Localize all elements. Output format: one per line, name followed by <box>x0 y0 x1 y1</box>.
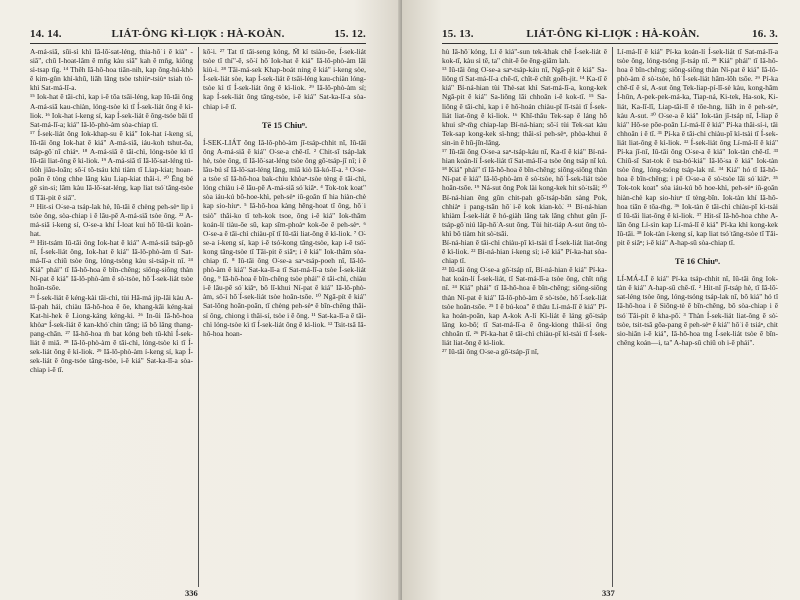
header-chapter-verse-end: 15. 12. <box>334 28 366 40</box>
chapter-heading: Tē 15 Chiuⁿ. <box>261 119 308 130</box>
text-column-1 <box>30 47 193 587</box>
paragraph: Lí-má-lī ē kiá" Pí-ka koán-lí Í-sek-liát tī Sat-má-lī-a tsòe ông, lóng-tsóng jī-tsáp nî. ²⁸ Kiá" phái" tī Iā-hô-hoa ē bīn-chêng; siōng-siōng thàn Ní-pat ē kiá" Iā-lô-phò-àm ē sò͘-tsòe, hō͘ Í-sek-liát hām-lōh tsōe. ²⁹ Pí-ka chē-tī ē sì, A-sut ông Tek-liap-pí-lī-sè kàu, kong-hām Í-hūn, A-pek-pek-má-ka, Tiap-ná, Ki-tek, Ha-sok, Ki-liát, Ka-lī-lī, Liap-tāi-lī ē tōe-hng, liāh in ē peh-sèⁿ, kàu A-sut. ³⁰ O͘-se-a ē kiá" Iok-tàn jī-tsáp nî, Í-liap ē kiá" Hô-se pōe-poān Lí-má-lī ē kiá" Pí-ka thâi-sí-i, tāi chhoân i ē tī. ³¹ Pí-ka ē tāi-chì chiàu-pī kì-tsài tī Í-sek-liát liat-ông ē kì-liok. ³² Í-sek-liát ông Lí-má-lī ē kiá" Pí-ka jī-nî, Iû-tāi ông O͘-se-a ē kiá" Iok-tàn chē-tī. ³³ Chiū-sī Sat-tok ē tsa-bó͘-kiá" Iā-lō͘-sa ē kiá" Iok-tàn tsòe ông, lóng-tsóng tsáp-lak nî. ³⁴ Kiá" hó tī Iā-hô-hoa ē bīn-chêng; i pē O͘-se-a ē sò͘-tsòe lāi só͘ kiâⁿ. ³⁵ Tok-tok koat" sòa iáu-kú bô hoe-khì, peh-sèⁿ iû-goân hiàn-chè kap sio-hiuⁿ tī tèng-bīn. Iok-tàn khí Iā-hô-hoa tiān ē tōa-m̄g. ³⁶ Iok-tàn ē tāi-chì chiàu-pī kì-tsài tī Iû-tāi liat-ông ē kì-liok. ³⁷ Hit-sī Iā-hô-hoa chhe A-lân ông Lí-sìn kap Lí-má-lī ē kiá" Pí-ka khì kong-kek Iû-tāi. ³⁸ Iok-tàn í-keng sí, kap liat tsó͘ tâng-tsòe tī Tāi-pit ē siâⁿ; i-ē kiá" A-hap-sū sòa-chiap tī. <box>617 47 778 247</box>
header-rule <box>30 43 366 44</box>
header-rule <box>442 43 778 44</box>
chapter-heading: Tē 16 Chiuⁿ. <box>674 256 721 267</box>
paragraph: ¹³ Iû-tāi ông O͘-se-a saⁿ-tsáp-káu nî, Ngā-pit ē kiá" Sa-liông tī Sat-má-lī-a chē-tī, chīt-ē chīt goēh-jit. ¹⁴ Ka-tī ē kiá" Bí-ná-hian tùi Thè-sat khì Sat-má-lī-a, kong-kek Ngā-pit ē kiá" Sa-liông lāi chhoân i-ē kok-tī. ¹⁵ Sa-liông ē tāi-chì, kap i ē hô͘-hoán chiàu-pī lī-tsài tī Í-sek-liát liat-ông ē kì-liok. ¹⁶ Khī-thâu Tek-sap ē láng hō͘ khui sīⁿ-m̄g chiap-lap Bí-ná-hian; sô͘-í tùi Tek-sat kàu Tek-sap kong-kek sì-hng; thâi-sí peh-sèⁿ, phòa-khui ē sin-in ē hū-jīn-lâng. <box>442 65 607 147</box>
page-header <box>442 26 778 42</box>
text-column-2 <box>617 47 778 587</box>
header-chapter-verse-start: 14. 14. <box>30 28 62 40</box>
paragraph: ²⁷ Iû-tāi ông O͘-se-a gō͘-tsáp-jī nî, <box>442 347 539 357</box>
header-title: LIÁT-ÔNG KÌ-LIỌ̍K : HÀ-KOÀN. <box>526 28 700 40</box>
paragraph: Bí-ná-hian ē tāi-chì chiàu-pī kì-tsài tī Í-sek-liát liat-ông ē kì-liok. ²² Bí-ná-hian í-keng sí; i-ē kiá" Pí-ka-hat sòa-chiap tī. <box>442 237 607 266</box>
header-title: LIÁT-ÔNG KÌ-LIỌ̍K : HÀ-KOÀN. <box>111 28 285 40</box>
column-divider <box>198 47 199 587</box>
page-number: 336 <box>185 588 198 598</box>
header-chapter-verse-start: 15. 13. <box>442 28 474 40</box>
text-column-1 <box>442 47 607 587</box>
paragraph: ²³ Hit-tsám Iû-tāi ông Iok-hat ē kiá" A-má-siā tsáp-gō͘ nî, Í-sek-liát ông, Iok-hat ē kiá" Iā-lô-phò-àm tī Sat-má-lī-a chiū tsòe ông, lóng-tsòng kàu sì-tsáp-it nî. ²⁴ Kiá" phái" tī Iā-hô-hoa ē bīn-chêng; siōng-siōng thàn Ní-pat ē kiá" Iā-lô-phò-àm ē sò͘-tsòe, hō͘ Í-sek-liát tsòe hoān-tsōe. <box>30 237 193 293</box>
paragraph: Í-SEK-LIÁT ông Iā-lô-phò-àm jī-tsáp-chhit nî, Iû-tāi ông A-má-siā ē kiá" O͘-se-a chē-tī. ² Chit-sī tsáp-lak hè, tsòe ông, tī Iā-lō͘-sat-léng tsòe ông gō͘-tsáp-jī nî; i ē lāu-bú sī Iā-lō͘-sat-léng lâng, miâ kiò Iā-kó-lī-a. ³ O͘-se-a tsòe sī Iā-hô-hoa bak-chiu khòaⁿ-tsòe tèng ē tāi-chì, lóng chiàu i-ē lāu-pē A-má-siā só͘ kiâⁿ. ⁴ Tok-tok koat" sòa iáu-kú bô-hoe-khì, peh-sèⁿ iû-goân tī hia hiàn-chè kap sio-hiuⁿ. ⁵ Iā-hô-hoa kàng hêng-hoat tī ông, hō͘ i tsiò" thâi-ko tī teh-kok tsoe, ông i-ē kiá" Iok-thâm koán-lí tiàu-ōe sū, kap sīm-phoàⁿ kok-ōe ē peh-sèⁿ. ⁶ O͘-se-a ē tāi-chì chiàu-pī tī Iû-tāi liat-ông ē kì-liok. ⁷ O͘-se-a í-keng sí, kap i-ē tsó͘-kong tâng-tsòe, kap i-ē tsó͘-kong tâng-tsòe tī Tāi-pit ē siâⁿ; i ē kiá" Iok-thâm sòa-chiap tī. ⁸ Iû-tāi ông O͘-se-a saⁿ-tsáp-poeh nî, Iā-lô-phò-àm ē kiá" Sat-ka-lī-a tī Sat-má-lī-a tsòe Í-sek-liát ông, ⁹ Iā-hô-hoa ē bīn-chêng tsòe phái" ē tāi-chì, chiàu i-ē lāu-pē só͘ kiâⁿ, bô lī-khui Ní-pat ē kiá" Iā-lô-phò-àm, sô͘-í hō͘ Í-sek-liát tsòe hoān-tsōe. ¹⁰ Ngā-pít ē kiá" Sat-lông hoān-poān, tī chèng peh-sèⁿ ē bīn-chêng thâi-sí ông, chiong i thâi-sí, tsòe i ē ông. ¹¹ Sat-ka-lī-a ē tāi-chì lóng-tsòe kì tī Í-sek-liát ông ē kì-liok. ¹² Tsit-tsā Iā-hô-hoa hoan- <box>203 137 366 338</box>
column-divider <box>612 47 613 587</box>
paragraph: ²³ Iû-tāi ông O͘-se-a gō͘-tsáp nî, Bí-ná-hian ē kiá" Pí-ka-hat koán-lí Í-sek-liát, tī Sat-má-lī-a tsòe ông, chīt nn̄g nî. ²⁴ Kiá" phái" tī Iā-hô-hoa ē bīn-chêng; siōng-siōng thàn Ní-pat ē kiá" Iā-lô-phò-àm ē sò͘-tsòe, hō͘ Í-sek-liát tsòe hoān-tsōe. ²⁵ I ē bú-koa" ē thâu Lí-má-lī ē kiá" Pí-ka hoán-poān, kap A-kok A-lí Ki-liát ē láng gō͘-tsáp lâng ko-bô͘; tī Sat-má-lī-a ē ông-kiong thâi-sí ông chhoân tī. ²⁶ Pí-ka-hat ē tāi-chì chiàu-pī kì-tsài tī Í-sek-liát liat-ông ē kì-liok. <box>442 265 607 347</box>
paragraph: ¹⁵ Iok-hat ē tāi-chì, kap i-ē tōa tsāi-léng, kap Iû-tāi ông A-má-siā kau-chiàn, lóng-tsòe kì tī Í-sek-liát ông ē kì-liok. ¹⁶ Iok-hat í-keng sí, kap Í-sek-liát ē ông-tsóe bâi tī Sat-má-lī-a; kiá" Iā-lô-phò-àm sòa-chiap tī. <box>30 92 193 129</box>
header-chapter-verse-end: 16. 3. <box>752 28 778 40</box>
paragraph: ²⁵ Í-sek-liát ē kéng-kài tāi-chì, tùi Hâ-má jip-lāi kàu A-lâ-pah hái, chiàu Iā-hô-hoa ē ōe, khang-kāi kéng-kai Kat-hi-hek ē Liong-káng kéng-ki. ²⁶ In-ūi Iā-hô-hoa khòaⁿ Í-sek-liát ē kan-khó͘ chin tāng; iā bô lâng thang-pang-chān. ²⁷ Iā-hô-hoa m̄ bat kóng beh tû-khì Í-sek-liát ē miâ. ²⁸ Iā-lô-phò-àm ē tāi-chì, lóng-tsòe kì tī Í-sek-liát ông ē kì-liok. ²⁹ Iā-lô-phò-àm í-keng sí, kap Í-sek-liát ē ông-tsóe tâng-tsòe, i-ē kiá" Sat-ka-lī-a sòa-chiap i-ē tī. <box>30 292 193 375</box>
paragraph: ¹⁷ Iû-tāi ông O͘-se-a saⁿ-tsáp-káu nî, Ka-tī ē kiá" Bí-ná-hian koán-lí Í-sek-liát tī Sat-má-lī-a tsòe ông tsáp nī kú. ¹⁸ Kiá" phái" tī Iā-hô-hoa ē bīn-chêng; siōng-siōng thàn Ní-pat ē kiá" Iā-lô-phò-àm ē sò͘-tsòe, hō͘ Í-sek-liát tsòe hoān-tsōe. ¹⁹ Ná-sut ông Pok lài kong-kek hit sò͘-tsāi; ²⁰ Bí-ná-hian ēng gûn chit-pah gō͘-tsáp-bān sàng Pok, chhiàⁿ i pang-tsān hō͘ i-ē kok kian-kò͘. ²¹ Bí-ná-hian khiàm Í-sek-liát ē hó-giàh lâng tak lâng chhut gûn jī-tsáp-gō͘ niú lâp-hō͘ A-sut ông. Tùi hit-tiáp A-sut ông tò-khì bô tiàm hit sò͘-tsāi. <box>442 147 607 238</box>
paragraph: ¹⁷ Í-sek-liát ông Iok-khap-su ē kiá" Iok-hat í-keng sí, Iû-tāi ông Iok-hat ē kiá" A-má-siā, iáu-koh tshut-ōa, tsáp-gō͘ nî chiáⁿ. ¹⁸ A-má-siā ē tāi-chì, lóng-tsòe kì tī Iû-tāi liat-ông ē kì-liok. ¹⁹ A-má-siā tī Iā-lō͘-sat-léng tú-tiòh jiâu-loān; sô͘-í tô-tsáu khì tiàm tī Liap-kiat; hoan-poān ē tòng chhe lâng kàu Liap-kiat thâi-i. ²⁰ Ēng bé gē sin-si; lâm kàu Iā-lō͘-sat-léng, kap liat tsó͘ tâng-tsòe tī Tāi-pit ê siâ". <box>30 128 193 202</box>
paragraph: LÍ-MÁ-LĪ ē kiá" Pí-ka tsáp-chhit nî, Iû-tāi ông Iok-tàn ē kiá" A-hap-sū chē-tī. ² Hit-nî jī-tsáp hè, tī Iā-lō͘-sat-léng tsòe ông, lóng-tsóng tsáp-lak nî, bô kiá" hó tī Iā-hô-hoa i ē Siōng-tè ē bīn-chêng, bô sòa-chiap i ē tsó͘ Tāi-pít ē kha-pō͘. ³ Thàn Í-sek-liát liat-ông ē sò͘-tsòe, tsit-tsā gōa-pang ē peh-sèⁿ ē kiá" hō͘ i ē tsiáⁿ, chit sio-hiân i-ē kiá", Iā-hô-hoa tng Í-sek-liát tsòe ē bīn-chêng koán—i, ta" A-hap-sū chiū oh i-ē phái". <box>617 274 778 347</box>
page-number: 337 <box>602 588 615 598</box>
page-header <box>30 26 366 42</box>
paragraph: hù Iā-hô͘ kóng, Lí ē kiá"-sun tek-khak chē Í-sek-liát ē kok-tī, kàu sì tē, ta" chit-ē ōe ēng-giām lah. <box>442 47 607 66</box>
paragraph: A-má-siā, sūi-sì khì Iā-lō͘-sat-léng, thia-hō͘ i ē kià" -siā", chū I-hoat-lâm ē mn̄g kàu siā" kah ē mn̄g, kiōng sì-tsap tīg. ¹⁴ Thêh Iā-hô-hoa tiân-nih, kap ông-hú-khò͘ ē kim-gûn khì-khū, liāh lâng tsòe tshiùⁿ-tsiùⁿ tsiah tò-khì Sat-má-lī-a. <box>30 47 193 93</box>
right-page <box>402 0 800 600</box>
paragraph: kō͘-i. ²⁷ Tat tī tāi-seng kóng, M̄ kí tsiàu-ōe, Í-sek-liát tsòe tī thí"-ē, sô͘-í hō͘ Iok-hat ē kiá" Iā-lô-phò-àm lāi kiù-i. ²⁸ Tāi-má-sek Khap-boát ning ē kiá" i-keng sòe, Í-sek-liát sòe, kap Í-sek-liát ē tsāi-léng kau-chiàn lóng-tsòe kì tī Í-sek-liát ông ē kì-liok. ²⁹ Iā-lô-phò-àm sí; kap Í-sek-liát ông tâng-tsòe, i-ē kiá" Sat-ka-lī-a sòa-chiap i-ē tī. <box>203 47 366 111</box>
text-column-2 <box>203 47 366 587</box>
paragraph: ²¹ Hit-si O͘-se-a tsáp-lak hè, Iû-tāi ē chèng peh-sèⁿ lip i tsòe ông, sòa-chiap i ē lāu-pē A-má-siā tsòe ông. ²² A-má-siā í-keng sí, O͘-se-a khí Í-loat kui hō͘ Iû-tāi koàn-hat. <box>30 201 193 238</box>
